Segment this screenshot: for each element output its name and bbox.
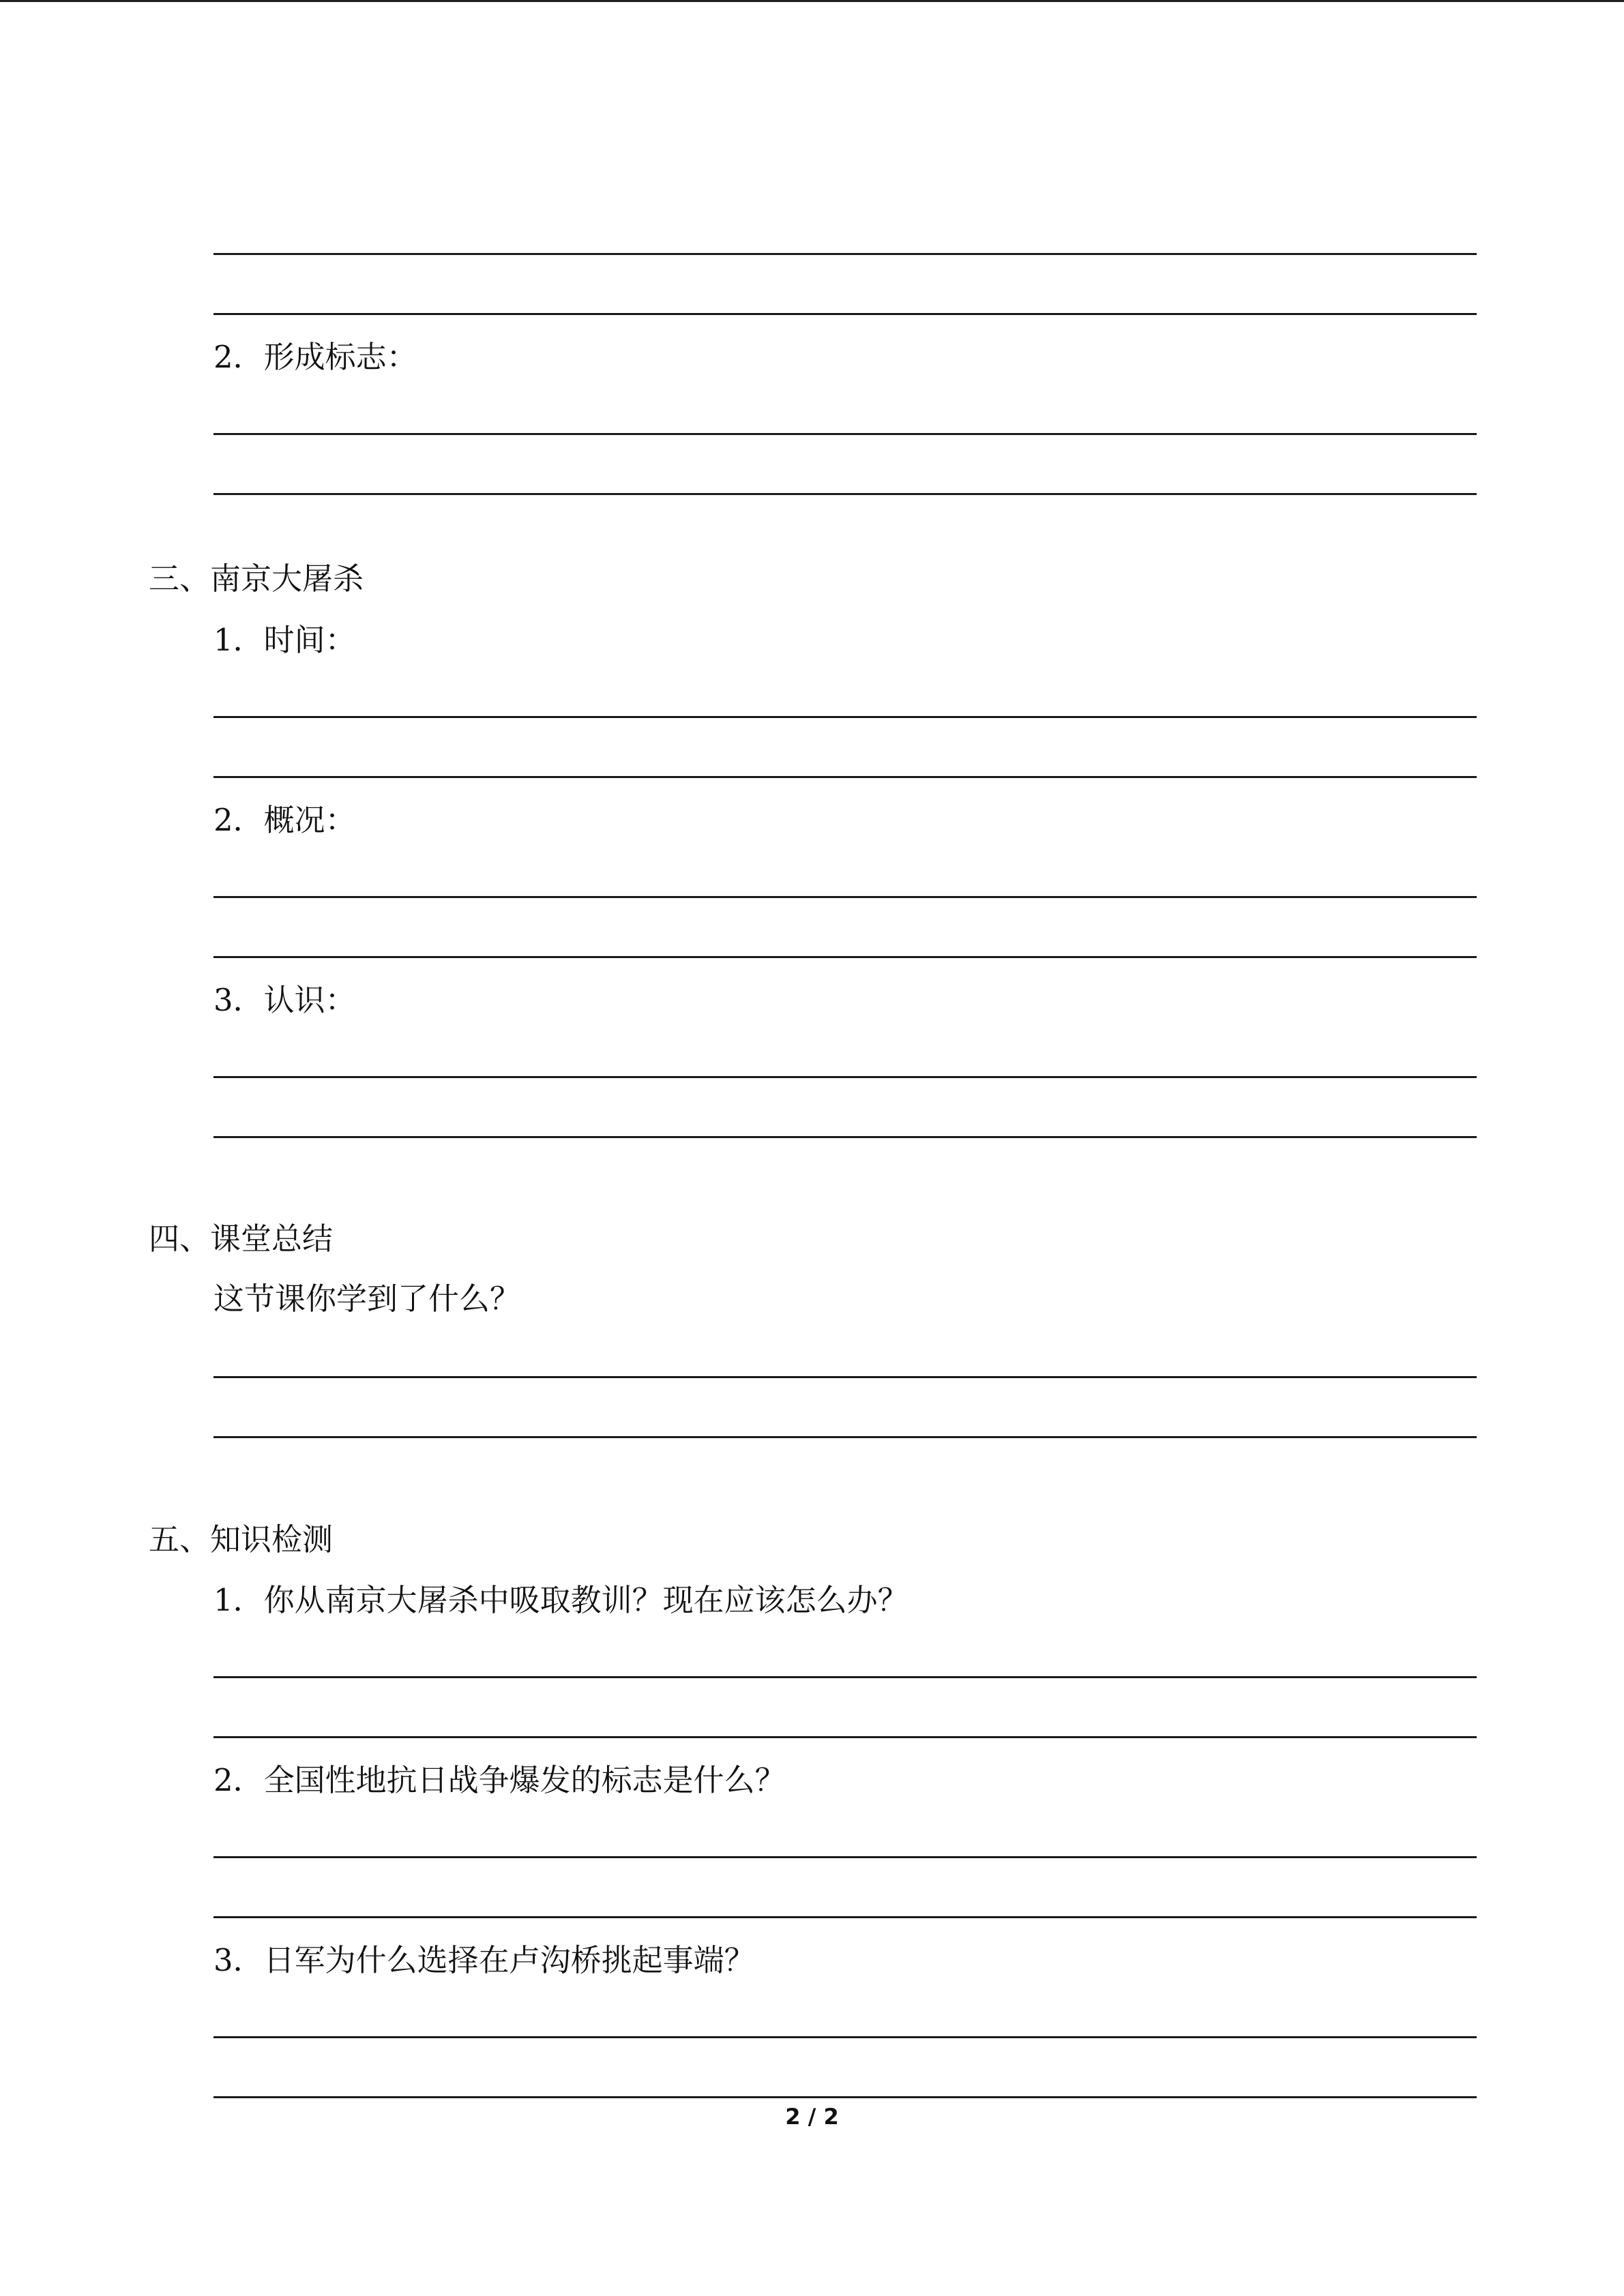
answer-line[interactable] — [213, 253, 1477, 255]
answer-line[interactable] — [213, 1676, 1477, 1678]
item-understanding: 3．认识： — [213, 982, 356, 1018]
section-heading-class-summary: 四、课堂总结 — [149, 1221, 334, 1257]
answer-line[interactable] — [213, 493, 1477, 495]
answer-line[interactable] — [213, 1076, 1477, 1078]
answer-line[interactable] — [213, 716, 1477, 718]
answer-line[interactable] — [213, 313, 1477, 315]
answer-line[interactable] — [213, 1376, 1477, 1378]
answer-line[interactable] — [213, 2036, 1477, 2038]
item-time: 1．时间： — [213, 622, 356, 658]
question-1: 1．你从南京大屠杀中吸取教训？现在应该怎么办？ — [213, 1582, 909, 1618]
item-formation-sign: 2．形成标志： — [213, 339, 417, 375]
page-number: 2 / 2 — [785, 2104, 839, 2130]
answer-line[interactable] — [213, 896, 1477, 898]
question-2: 2．全国性地抗日战争爆发的标志是什么？ — [213, 1762, 786, 1798]
answer-line[interactable] — [213, 776, 1477, 778]
answer-line[interactable] — [213, 1856, 1477, 1858]
item-overview: 2．概况： — [213, 802, 356, 838]
answer-line[interactable] — [213, 2096, 1477, 2098]
answer-line[interactable] — [213, 433, 1477, 435]
section-heading-nanjing-massacre: 三、南京大屠杀 — [149, 561, 364, 597]
summary-prompt: 这节课你学到了什么？ — [213, 1281, 521, 1317]
page-top-border — [0, 0, 1624, 2]
answer-line[interactable] — [213, 956, 1477, 958]
answer-line[interactable] — [213, 1736, 1477, 1738]
section-heading-knowledge-check: 五、知识检测 — [149, 1521, 334, 1557]
answer-line[interactable] — [213, 1436, 1477, 1438]
answer-line[interactable] — [213, 1916, 1477, 1918]
question-3: 3．日军为什么选择在卢沟桥挑起事端？ — [213, 1942, 755, 1978]
answer-line[interactable] — [213, 1136, 1477, 1138]
